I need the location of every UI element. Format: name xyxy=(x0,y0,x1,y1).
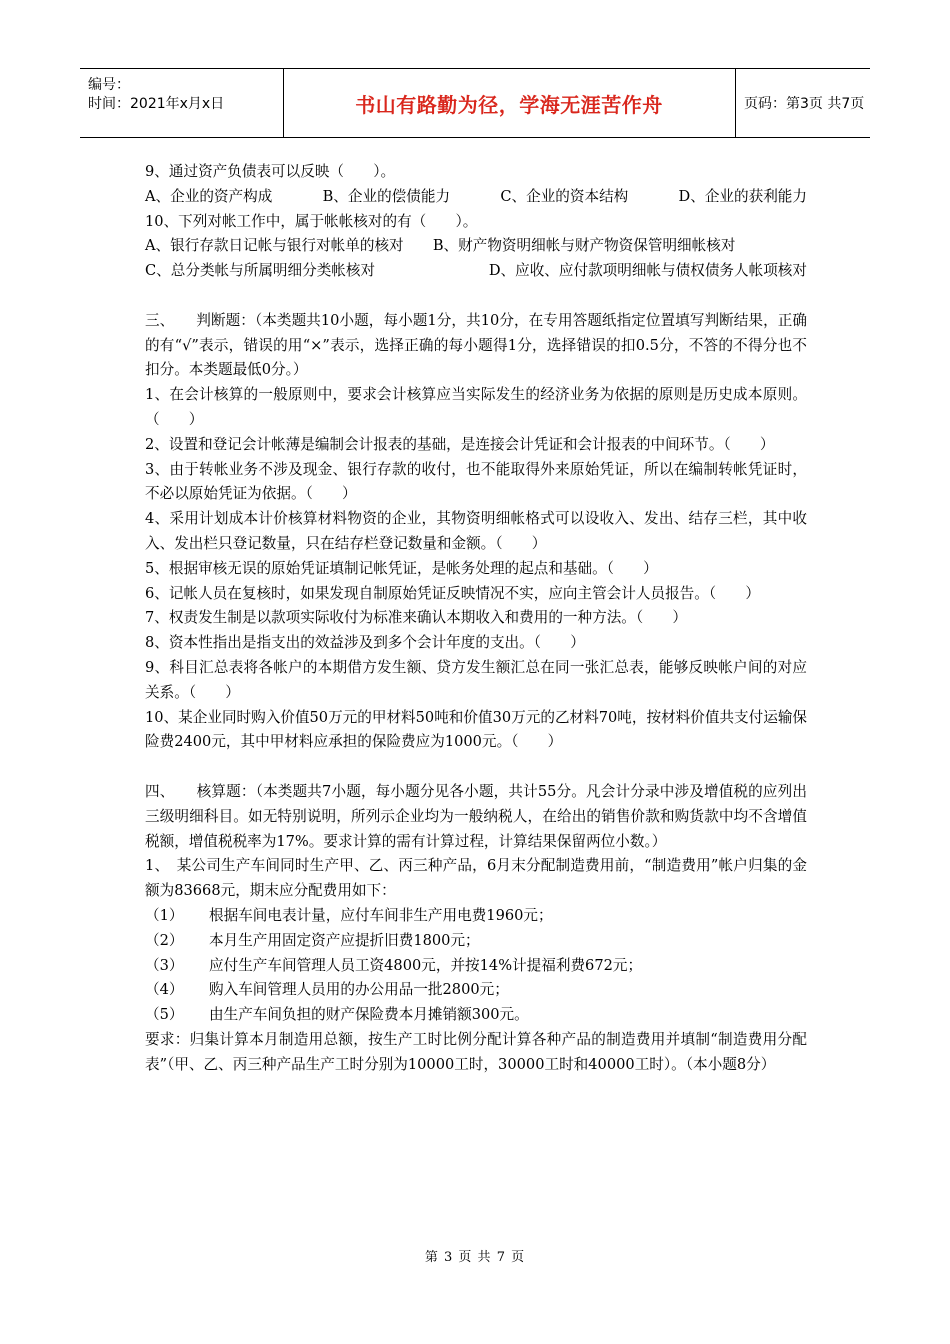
q9-option-c: C、企业的资本结构 xyxy=(500,187,629,205)
sub-item-number: （5） xyxy=(145,1006,184,1024)
judgement-item: 10、某企业同时购入价值50万元的甲材料50吨和价值30万元的乙材料70吨，按材料价值共支付运输保险费2400元，其中甲材料应承担的保险费应为1000元。（ ） xyxy=(145,708,808,751)
judgement-item: 6、记帐人员在复核时，如果发现自制原始凭证反映情况不实，应向主管会计人员报告。（ ） xyxy=(145,584,760,602)
sub-item-text: 本月生产用固定资产应提折旧费1800元； xyxy=(209,931,480,949)
sub-item-text: 购入车间管理人员用的办公用品一批2800元； xyxy=(209,981,509,999)
motto-text: 书山有路勤为径，学海无涯苦作舟 xyxy=(355,92,663,117)
sub-item-number: （1） xyxy=(145,906,184,924)
judgement-item: 9、科目汇总表将各帐户的本期借方发生额、贷方发生额汇总在同一张汇总表，能够反映帐户间的对应关系。（ ） xyxy=(145,658,807,701)
q10-option-c: C、总分类帐与所属明细分类帐核对 xyxy=(145,262,376,280)
calc-sub-item xyxy=(145,904,807,929)
sub-item-number: （2） xyxy=(145,931,184,949)
header-left-cell xyxy=(80,69,284,137)
q9-stem: 9、通过资产负债表可以反映（ ）。 xyxy=(145,163,396,180)
judgement-item: 1、在会计核算的一般原则中，要求会计核算应当实际发生的经济业务为依据的原则是历史成本原则。（ ） xyxy=(145,386,807,428)
sub-item-number: （4） xyxy=(145,981,184,999)
number-label: 编号： xyxy=(88,77,130,93)
calc-q1-stem: 1、 某公司生产车间同时生产甲、乙、丙三种产品，6月末分配制造费用前，“制造费用”帐户归集的金额为83668元，期末应分配费用如下： xyxy=(145,857,807,900)
calc-sub-item xyxy=(145,1003,807,1028)
section4-intro: 四、 核算题：（本类题共7小题，每小题分见各小题，共计55分。凡会计分录中涉及增值税的应列出三级明细科目。如无特别说明，所列示企业均为一般纳税人，在给出的销售价款和购货款中均不含增值税额，增值税税率为17%。要求计算的需有计算过程，计算结果保留两位小数。） xyxy=(145,782,807,850)
q9-option-d: D、企业的获利能力 xyxy=(678,187,807,205)
judgement-item: 2、设置和登记会计帐薄是编制会计报表的基础，是连接会计凭证和会计报表的中间环节。（ ） xyxy=(145,435,775,453)
calc-sub-item xyxy=(145,978,807,1003)
q10-option-ab: A、银行存款日记帐与银行对帐单的核对 B、财产物资明细帐与财产物资保管明细帐核对 xyxy=(145,237,736,255)
page-header xyxy=(80,68,870,138)
sub-item-text: 由生产车间负担的财产保险费本月摊销额300元。 xyxy=(209,1006,529,1024)
header-motto-cell xyxy=(283,69,736,137)
sub-item-text: 根据车间电表计量，应付车间非生产用电费1960元； xyxy=(209,906,553,924)
document-body xyxy=(145,160,807,1077)
sub-item-text: 应付生产车间管理人员工资4800元，并按14%计提福利费672元； xyxy=(209,956,643,974)
calc-sub-item xyxy=(145,954,807,979)
calc-sub-item xyxy=(145,929,807,954)
q10-stem: 10、下列对帐工作中，属于帐帐核对的有（ ）。 xyxy=(145,212,478,230)
judgement-item: 3、由于转帐业务不涉及现金、银行存款的收付，也不能取得外来原始凭证，所以在编制转帐凭证时，不必以原始凭证为依据。（ ） xyxy=(145,460,807,503)
q10-options-cd xyxy=(145,259,807,284)
time-label: 时间：2021年x月x日 xyxy=(88,96,225,112)
section3-intro: 三、 判断题：（本类题共10小题，每小题1分，共10分，在专用答题纸指定位置填写判断结果，正确的有“√”表示，错误的用“×”表示，选择正确的每小题得1分，选择错误的扣0.5分，不答的不得分也不扣分。本类题最低0分。） xyxy=(145,311,807,379)
q9-options xyxy=(145,185,807,210)
judgement-item: 4、采用计划成本计价核算材料物资的企业，其物资明细帐格式可以设收入、发出、结存三栏，其中收入、发出栏只登记数量，只在结存栏登记数量和金额。（ ） xyxy=(145,510,807,552)
q9-option-b: B、企业的偿债能力 xyxy=(322,187,451,205)
q9-option-a: A、企业的资产构成 xyxy=(145,187,273,205)
q10-option-d: D、应收、应付款项明细帐与债权债务人帐项核对 xyxy=(488,262,807,280)
judgement-item: 7、权责发生制是以款项实际收付为标准来确认本期收入和费用的一种方法。（ ） xyxy=(145,609,687,627)
calc-q1-requirement: 要求：归集计算本月制造用总额，按生产工时比例分配计算各种产品的制造费用并填制“制造费用分配表”（甲、乙、丙三种产品生产工时分别为10000工时，30000工时和40000工时）。（本小题8分） xyxy=(145,1030,807,1073)
judgement-item: 8、资本性指出是指支出的效益涉及到多个会计年度的支出。（ ） xyxy=(145,634,585,652)
page-footer: 第 3 页 共 7 页 xyxy=(424,1250,526,1265)
page-code: 页码：第3页 共7页 xyxy=(744,96,865,112)
judgement-item: 5、根据审核无误的原始凭证填制记帐凭证，是帐务处理的起点和基础。（ ） xyxy=(145,559,658,577)
header-right-cell xyxy=(736,69,870,137)
sub-item-number: （3） xyxy=(145,956,184,974)
